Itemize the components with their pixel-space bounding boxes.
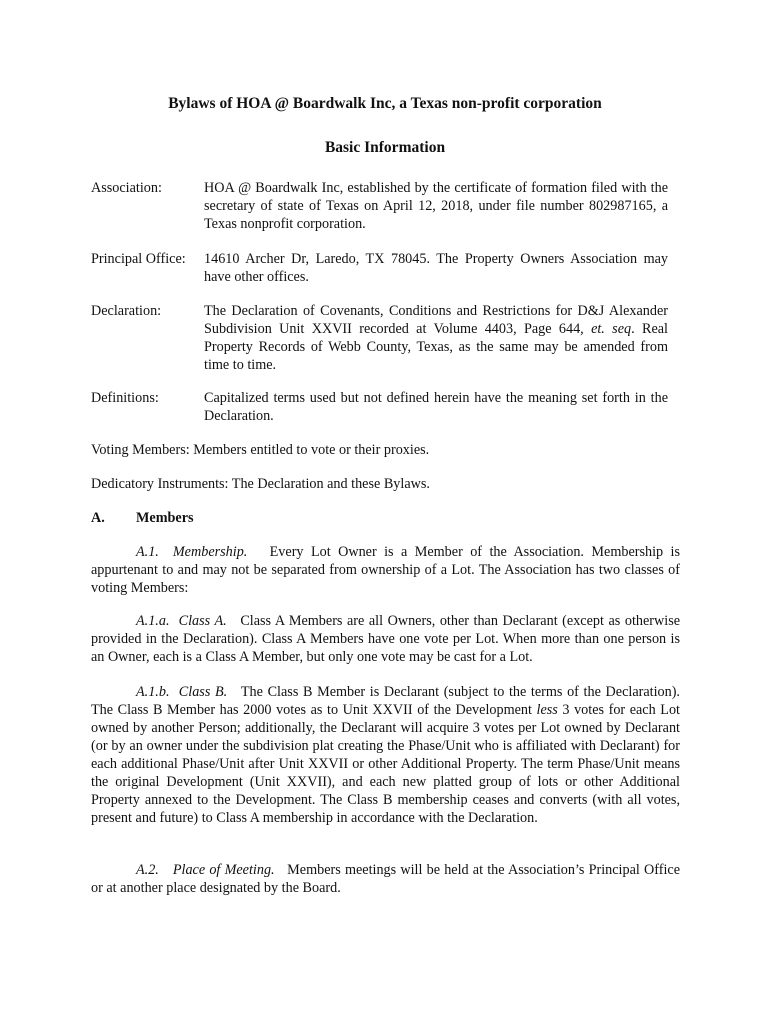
section-title: Members xyxy=(136,510,194,526)
definition-desc: The Declaration of Covenants, Conditions and Restrictions for D&J Alexander Subdivision Unit XXVII recorded at Volume 4403, Page 644, et. seq. Real Property Records of Webb County, Texas, as the same may be amended from time to time. xyxy=(204,303,668,373)
definition-term: Principal Office: xyxy=(91,251,186,267)
paragraph-class-b: A.1.b. Class B. The Class B Member is Declarant (subject to the terms of the Declaration). The Class B Member has 2000 votes as to Unit XXVII of the Development less 3 votes for each Lot owned by another Person; additionally, the Declarant will acquire 3 votes per Lot owned by Declarant (or by an owner under the subdivision plat creating the Phase/Unit who is affiliated with Declarant) for each additional Phase/Unit after Unit XXVII or other Additional Property. The term Phase/Unit means the original Development (Unit XXVII), and each new platted group of lots or other Additional Property annexed to the Development. The Class B membership ceases and converts (with all votes, present and future) to Class A membership in accordance with the Declaration. xyxy=(91,684,680,826)
paragraph-membership: A.1. Membership. Every Lot Owner is a Member of the Association. Membership is appurtenant to and may not be separated from ownership of a Lot. The Association has two classes of voting Members: xyxy=(91,544,681,596)
section-number: A. xyxy=(91,510,105,526)
definition-principal-office xyxy=(91,250,668,286)
document-title: Bylaws of HOA @ Boardwalk Inc, a Texas non-profit corporation xyxy=(168,95,602,112)
definition-desc: 14610 Archer Dr, Laredo, TX 78045. The Property Owners Association may have other offices. xyxy=(204,251,668,285)
section-subtitle: Basic Information xyxy=(324,139,446,156)
definition-association xyxy=(91,179,668,233)
definition-declaration xyxy=(91,302,668,374)
paragraph-place-of-meeting: A.2. Place of Meeting. Members meetings will be held at the Association’s Principal Office or at another place designated by the Board. xyxy=(91,862,680,896)
definition-definitions xyxy=(91,389,668,425)
definition-desc: Capitalized terms used but not defined herein have the meaning set forth in the Declaration. xyxy=(204,390,668,424)
definition-term: Declaration: xyxy=(91,303,162,319)
voting-members-line: Voting Members: Members entitled to vote or their proxies. xyxy=(91,442,430,458)
definition-term: Definitions: xyxy=(91,390,159,406)
dedicatory-instruments-line: Dedicatory Instruments: The Declaration and these Bylaws. xyxy=(91,476,430,492)
paragraph-class-a: A.1.a. Class A. Class A Members are all Owners, other than Declarant (except as otherwise provided in the Declaration). Class A Members have one vote per Lot. When more than one person is an Owner, each is a Class A Member, but only one vote may be cast for a Lot. xyxy=(91,613,681,665)
definition-desc: HOA @ Boardwalk Inc, established by the certificate of formation filed with the secretary of state of Texas on April 12, 2018, under file number 802987165, a Texas nonprofit corporation. xyxy=(204,180,668,232)
section-heading xyxy=(91,509,194,527)
definition-term: Association: xyxy=(91,180,162,196)
